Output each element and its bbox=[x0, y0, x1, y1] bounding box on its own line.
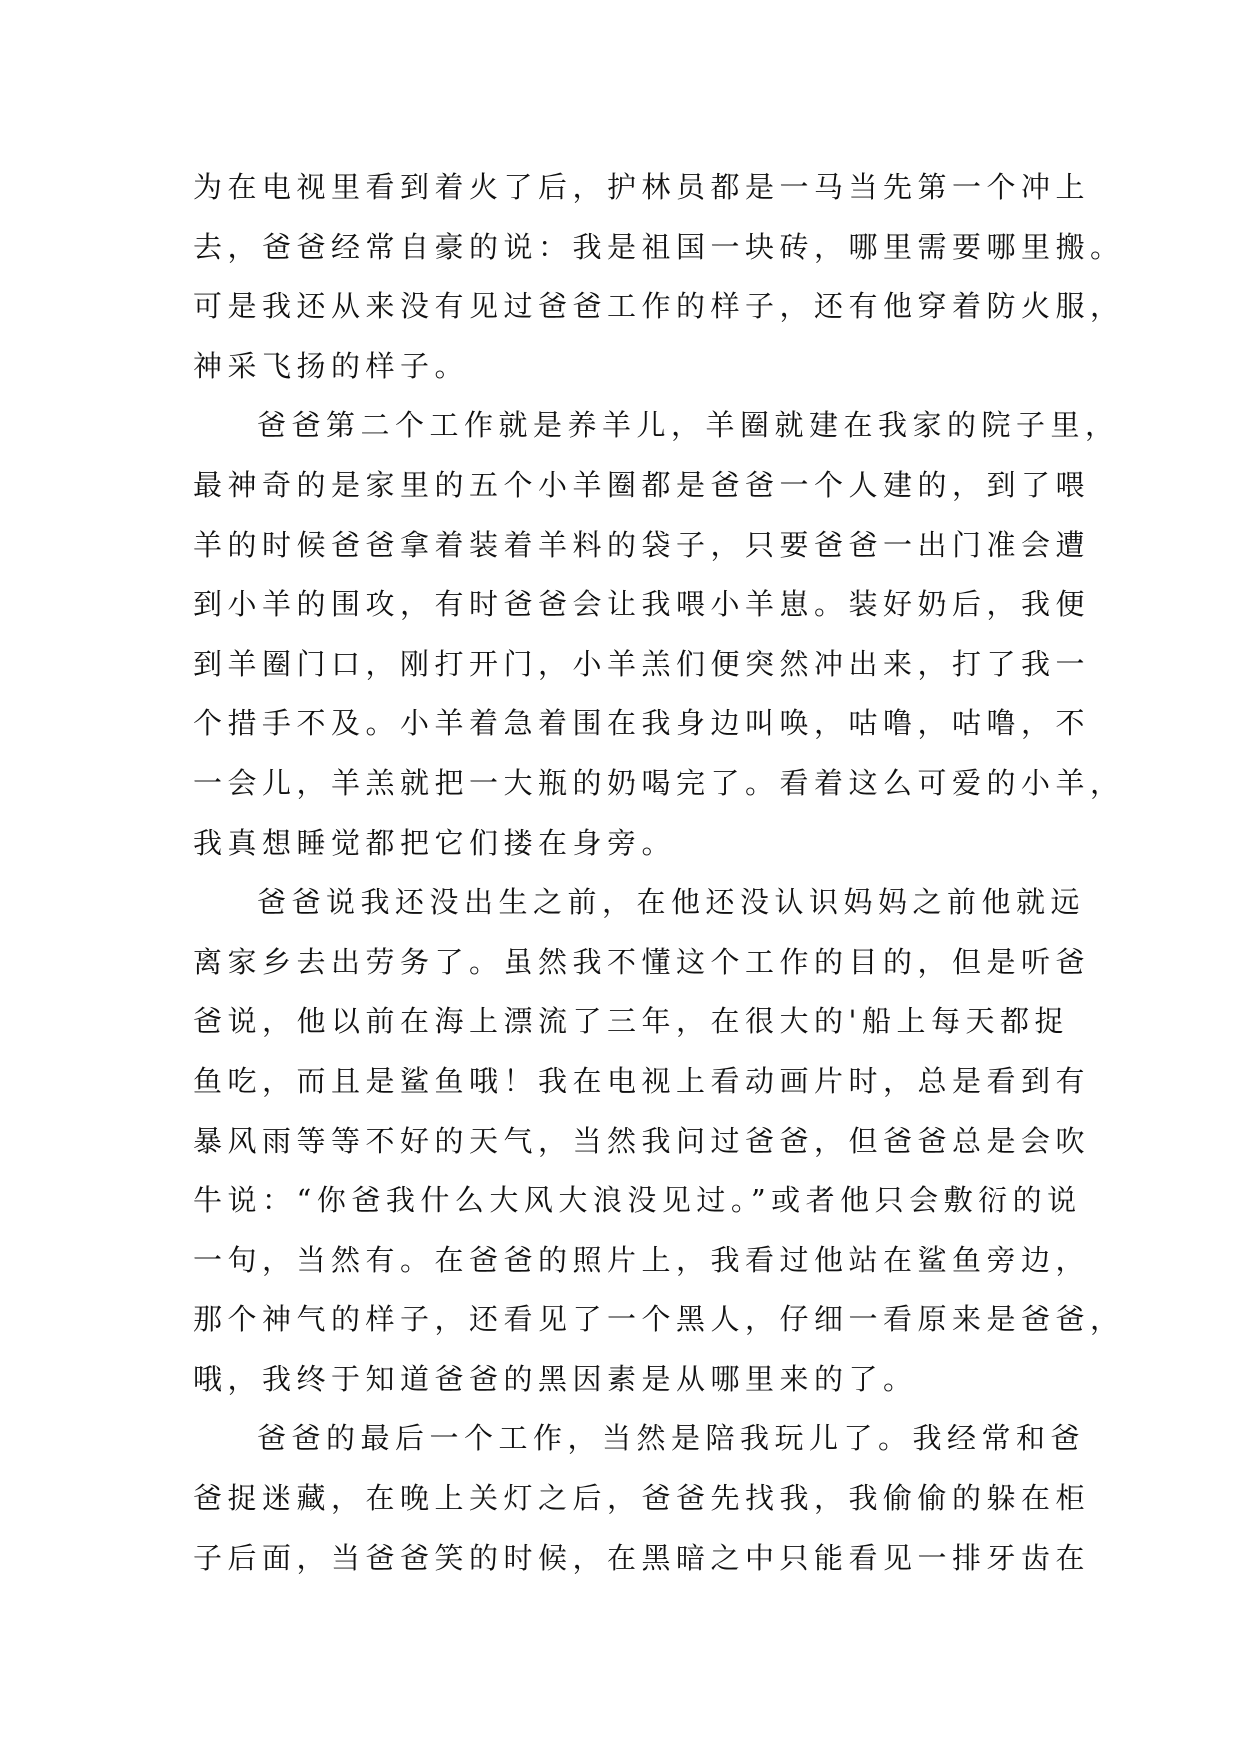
text-line: 去，爸爸经常自豪的说：我是祖国一块砖，哪里需要哪里搬。 bbox=[193, 229, 1125, 264]
text-line: 可是我还从来没有见过爸爸工作的样子，还有他穿着防火服， bbox=[193, 289, 1125, 324]
text-line: 爸说，他以前在海上漂流了三年，在很大的'船上每天都捉 bbox=[193, 1004, 1069, 1039]
text-line: 羊的时候爸爸拿着装着羊料的袋子，只要爸爸一出门准会遭 bbox=[193, 527, 1091, 562]
text-line: 暴风雨等等不好的天气，当然我问过爸爸，但爸爸总是会吹 bbox=[193, 1123, 1091, 1158]
text-line: 我真想睡觉都把它们搂在身旁。 bbox=[193, 825, 677, 860]
text-line: 为在电视里看到着火了后，护林员都是一马当先第一个冲上 bbox=[193, 170, 1091, 204]
text-line: 哦，我终于知道爸爸的黑因素是从哪里来的了。 bbox=[193, 1361, 918, 1396]
text-line: 鱼吃，而且是鲨鱼哦！我在电视上看动画片时，总是看到有 bbox=[193, 1063, 1091, 1098]
text-line: 神采飞扬的样子。 bbox=[193, 348, 470, 383]
text-line-indented: 爸爸第二个工作就是养羊儿，羊圈就建在我家的院子里， bbox=[257, 408, 1120, 443]
text-line-indented: 爸爸的最后一个工作，当然是陪我玩儿了。我经常和爸 bbox=[257, 1421, 1086, 1456]
text-line: 离家乡去出劳务了。虽然我不懂这个工作的目的，但是听爸 bbox=[193, 944, 1091, 979]
text-line: 一会儿，羊羔就把一大瓶的奶喝完了。看着这么可爱的小羊， bbox=[193, 765, 1125, 800]
paragraph-2 bbox=[193, 396, 1125, 873]
text-line: 子后面，当爸爸笑的时候，在黑暗之中只能看见一排牙齿在 bbox=[193, 1540, 1091, 1575]
paragraph-4 bbox=[193, 1409, 1093, 1588]
paragraph-3 bbox=[193, 873, 1125, 1409]
document-body bbox=[193, 158, 1125, 1588]
text-line: 那个神气的样子，还看见了一个黑人，仔细一看原来是爸爸， bbox=[193, 1302, 1125, 1337]
text-line: 到小羊的围攻，有时爸爸会让我喂小羊崽。装好奶后，我便 bbox=[193, 587, 1091, 622]
text-line: 个措手不及。小羊着急着围在我身边叫唤，咕噜，咕噜，不 bbox=[193, 706, 1091, 741]
text-line: 最神奇的是家里的五个小羊圈都是爸爸一个人建的，到了喂 bbox=[193, 467, 1091, 502]
text-line: 牛说：“你爸我什么大风大浪没见过。”或者他只会敷衍的说 bbox=[193, 1183, 1082, 1218]
text-line-indented: 爸爸说我还没出生之前，在他还没认识妈妈之前他就远 bbox=[257, 885, 1086, 920]
text-line: 到羊圈门口，刚打开门，小羊羔们便突然冲出来，打了我一 bbox=[193, 646, 1091, 681]
text-line: 一句，当然有。在爸爸的照片上，我看过他站在鲨鱼旁边， bbox=[193, 1242, 1091, 1277]
paragraph-1 bbox=[193, 158, 1125, 396]
text-line: 爸捉迷藏，在晚上关灯之后，爸爸先找我，我偷偷的躲在柜 bbox=[193, 1481, 1091, 1516]
